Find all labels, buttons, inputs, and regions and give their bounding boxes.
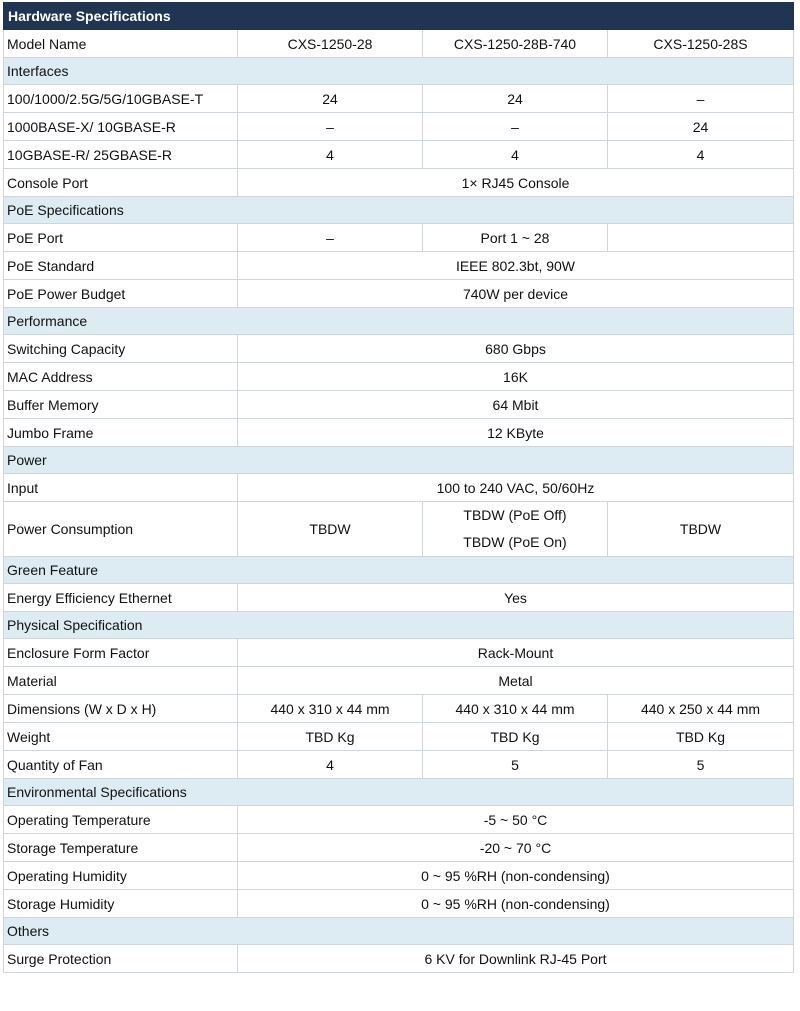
model-name: CXS-1250-28S: [608, 30, 794, 58]
row-label: 1000BASE-X/ 10GBASE-R: [4, 113, 238, 141]
row-label: Console Port: [4, 169, 238, 197]
row-label: Switching Capacity: [4, 335, 238, 363]
section-title: Environmental Specifications: [4, 779, 794, 806]
cell-value: 24: [423, 85, 608, 113]
row-label: Weight: [4, 723, 238, 751]
row-label: Power Consumption: [4, 502, 238, 557]
table-row: [4, 335, 794, 363]
table-row: [4, 169, 794, 197]
cell-value: 5: [423, 751, 608, 779]
cell-value: 740W per device: [238, 280, 794, 308]
row-label: PoE Power Budget: [4, 280, 238, 308]
hardware-spec-table: [3, 2, 794, 973]
section-title: Green Feature: [4, 557, 794, 584]
cell-value: TBD Kg: [238, 723, 423, 751]
section-header: [4, 197, 794, 224]
model-name: CXS-1250-28: [238, 30, 423, 58]
row-label: PoE Standard: [4, 252, 238, 280]
cell-value: 4: [238, 751, 423, 779]
cell-value: 6 KV for Downlink RJ-45 Port: [238, 945, 794, 973]
row-label: Storage Temperature: [4, 834, 238, 862]
table-row: [4, 945, 794, 973]
table-row: [4, 419, 794, 447]
table-row: [4, 252, 794, 280]
section-header: [4, 557, 794, 584]
row-label: Buffer Memory: [4, 391, 238, 419]
row-label: 100/1000/2.5G/5G/10GBASE-T: [4, 85, 238, 113]
table-row: [4, 141, 794, 169]
cell-value: [608, 224, 794, 252]
row-label: Enclosure Form Factor: [4, 639, 238, 667]
cell-value: TBDW: [608, 502, 794, 557]
table-row: [4, 113, 794, 141]
cell-value: Metal: [238, 667, 794, 695]
table-row: [4, 85, 794, 113]
cell-value: 24: [608, 113, 794, 141]
table-row: [4, 834, 794, 862]
row-label: Operating Humidity: [4, 862, 238, 890]
table-row: [4, 806, 794, 834]
table-row: [4, 639, 794, 667]
row-label: Model Name: [4, 30, 238, 58]
table-title: Hardware Specifications: [4, 3, 794, 30]
cell-value-stacked: [423, 502, 608, 557]
row-label: Operating Temperature: [4, 806, 238, 834]
table-row: [4, 695, 794, 723]
section-title: Others: [4, 918, 794, 945]
cell-line: TBDW (PoE Off): [463, 507, 567, 523]
row-label: Energy Efficiency Ethernet: [4, 584, 238, 612]
cell-value: 12 KByte: [238, 419, 794, 447]
row-label: Storage Humidity: [4, 890, 238, 918]
cell-value: 0 ~ 95 %RH (non-condensing): [238, 890, 794, 918]
table-row: [4, 391, 794, 419]
table-row: [4, 502, 794, 557]
row-label: Input: [4, 474, 238, 502]
cell-value: 0 ~ 95 %RH (non-condensing): [238, 862, 794, 890]
section-title: Power: [4, 447, 794, 474]
cell-value: 1× RJ45 Console: [238, 169, 794, 197]
section-header: [4, 612, 794, 639]
table-row: [4, 584, 794, 612]
table-row: [4, 474, 794, 502]
section-title: Performance: [4, 308, 794, 335]
cell-value: TBD Kg: [423, 723, 608, 751]
table-row: [4, 280, 794, 308]
row-label: Quantity of Fan: [4, 751, 238, 779]
cell-value: –: [608, 85, 794, 113]
row-label: Jumbo Frame: [4, 419, 238, 447]
table-row: [4, 862, 794, 890]
cell-value: 4: [608, 141, 794, 169]
cell-value: –: [423, 113, 608, 141]
cell-value: Yes: [238, 584, 794, 612]
cell-value: 64 Mbit: [238, 391, 794, 419]
section-header: [4, 308, 794, 335]
row-label: Material: [4, 667, 238, 695]
table-row: [4, 363, 794, 391]
cell-value: –: [238, 224, 423, 252]
table-title-row: [4, 3, 794, 30]
model-name: CXS-1250-28B-740: [423, 30, 608, 58]
row-label: Surge Protection: [4, 945, 238, 973]
cell-value: 440 x 310 x 44 mm: [238, 695, 423, 723]
section-header: [4, 918, 794, 945]
cell-value: 5: [608, 751, 794, 779]
row-label: MAC Address: [4, 363, 238, 391]
cell-value: -5 ~ 50 °C: [238, 806, 794, 834]
cell-value: 680 Gbps: [238, 335, 794, 363]
cell-value: 4: [238, 141, 423, 169]
cell-value: 440 x 310 x 44 mm: [423, 695, 608, 723]
cell-value: Port 1 ~ 28: [423, 224, 608, 252]
table-row: [4, 890, 794, 918]
table-row: [4, 224, 794, 252]
cell-value: 440 x 250 x 44 mm: [608, 695, 794, 723]
cell-value: TBD Kg: [608, 723, 794, 751]
row-label: PoE Port: [4, 224, 238, 252]
section-title: Physical Specification: [4, 612, 794, 639]
section-title: PoE Specifications: [4, 197, 794, 224]
cell-line: TBDW (PoE On): [463, 534, 567, 550]
table-row: [4, 723, 794, 751]
cell-value: 4: [423, 141, 608, 169]
section-title: Interfaces: [4, 58, 794, 85]
table-row: [4, 751, 794, 779]
section-header: [4, 58, 794, 85]
row-label: Dimensions (W x D x H): [4, 695, 238, 723]
cell-value: 24: [238, 85, 423, 113]
cell-value: 16K: [238, 363, 794, 391]
section-header: [4, 779, 794, 806]
row-label: 10GBASE-R/ 25GBASE-R: [4, 141, 238, 169]
table-row: [4, 667, 794, 695]
section-header: [4, 447, 794, 474]
cell-value: –: [238, 113, 423, 141]
cell-value: IEEE 802.3bt, 90W: [238, 252, 794, 280]
cell-value: Rack-Mount: [238, 639, 794, 667]
cell-value: -20 ~ 70 °C: [238, 834, 794, 862]
cell-value: TBDW: [238, 502, 423, 557]
cell-value: 100 to 240 VAC, 50/60Hz: [238, 474, 794, 502]
model-header-row: [4, 30, 794, 58]
